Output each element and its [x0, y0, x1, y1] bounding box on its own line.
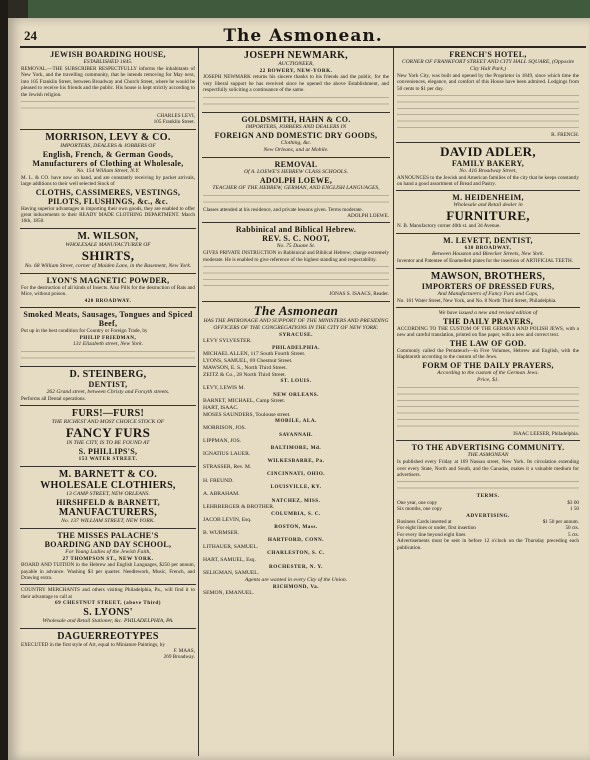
agent-city: BALTIMORE, Md. [270, 444, 322, 451]
agent-city: RICHMOND, Va. [272, 583, 320, 590]
ad-subtitle: FAMILY BAKERY, [451, 158, 525, 168]
ad-steinberg-dentist [20, 367, 196, 406]
agent-city: CHARLESTON, S. C. [267, 550, 325, 557]
ad-subtitle: THE RICHEST AND MOST CHOICE STOCK OF [51, 419, 165, 426]
ad-body: New York City, was built and opened by the Proprietor in 1849, since which time the conveniences, elegance, and comfort of this House have been admired. Lodgings from 50 cents to $1 per day. [397, 73, 579, 92]
price-value: $3 00 [567, 499, 579, 506]
ad-body: ANNOUNCES to the Jewish and American families of the city that he keeps constantly on hand a good assortment of Bread and Pastry. [397, 174, 579, 188]
agent-name: LEVY, LEWIS M. [203, 384, 245, 391]
column-left [20, 48, 196, 756]
ad-signature: ADOLPH LOEWE. [347, 213, 389, 220]
agent-city: COLUMBIA, S. C. [271, 510, 321, 517]
ad-role: DENTIST, [88, 379, 128, 389]
ad-address: 13 CAMP STREET, NEW ORLEANS. [66, 490, 150, 497]
ad-title: GOLDSMITH, HAHN & CO. [241, 114, 351, 124]
column-right [396, 48, 580, 756]
ad-body: JOSEPH NEWMARK returns his sincere thanks to his friends and the public, for the very liberal support he has received since he opened the above Establishment, and respectfully soliciting a continuance of the same. [203, 74, 389, 94]
ad-address: 105 Franklin Street. [153, 119, 195, 126]
ad-intro: We have issued a new and revised edition of [438, 310, 538, 317]
ad-body: IN THE CITY, IS TO BE FOUND AT [66, 440, 150, 447]
newspaper-page [8, 18, 590, 760]
price-label: Six months, one copy [397, 506, 442, 513]
agent-name: HART, SAMUEL, Esq. [203, 556, 256, 563]
ad-main: BOARDING AND DAY SCHOOL, [44, 539, 172, 549]
agent-city: SYRACUSE. [279, 331, 313, 338]
agent-name: SELIGMAN, SAMUEL. [203, 570, 260, 577]
ad-mawson-brothers [396, 269, 580, 308]
agent-city: HARTFORD, CONN. [267, 537, 325, 544]
price-value: 1 50 [569, 506, 579, 513]
ad-daguerreotypes [20, 629, 196, 664]
ad-goods: CLOTHS, CASSIMERES, VESTINGS, PILOTS, FLUSHINGS, &c., &c. [35, 187, 181, 206]
ad-title: FRENCH'S HOTEL, [449, 50, 527, 59]
price-label: Business Cards inserted at [397, 518, 452, 525]
agent-name: BARNET, MICHAEL, Camp Street. [203, 398, 286, 405]
ad-title: HIRSHFELD & BARNETT, [56, 497, 160, 507]
agent-name: ZEITZ & Co., 28 North Third Street. [203, 371, 287, 378]
ad-role: AUCTIONEER, [278, 61, 314, 67]
ad-role: TEACHER OF THE HEBREW, GERMAN, AND ENGLISH LANGUAGES, [212, 184, 380, 191]
ad-address: 153 WATER STREET. [78, 456, 138, 463]
price-value: $1 50 per annum. [542, 518, 579, 525]
price-value: 50 cts. [565, 525, 579, 532]
ad-main: WHOLESALE CLOTHIERS, [40, 479, 176, 491]
ad-body: Is published every Friday at 169 Nassau street, New York. Its circulation extending over every State, North and South, and the Canadas, makes it a valuable medium for advertisers. [397, 459, 579, 478]
page-number: 24 [24, 28, 37, 43]
ad-subtitle: According to the custom of the German Jews. [437, 369, 539, 376]
ad-address: 69 CHESTNUT STREET, (above Third) [54, 600, 161, 607]
ad-body: Commonly called the Pentateuch—in Five Volumes, Hebrew and English, with the Haphtaroth according to the custom of the Jews. [397, 347, 579, 361]
ad-address: No. 137 WILLIAM STREET, NEW YORK. [61, 517, 155, 524]
ad-daily-prayers [396, 308, 580, 441]
agent-city: LOUISVILLE, KY. [270, 484, 322, 491]
ad-boarding-house [20, 48, 196, 130]
ad-subtitle: THE ASMONEAN [467, 452, 509, 459]
ad-title: MORRISON, LEVY & CO. [45, 131, 171, 143]
price-label: For every line beyond eight lines [397, 531, 466, 538]
ad-title: THE MISSES PALACHE'S [57, 530, 159, 540]
agent-name: MORRISON, JOS. [203, 424, 247, 431]
ad-address: 27 THOMPSON ST., NEW YORK. [62, 555, 154, 562]
agent-city: NATCHEZ, MISS. [271, 497, 321, 504]
ad-name: S. LYONS' [83, 606, 133, 618]
text-lines [397, 385, 579, 430]
ad-price: Price, $1. [477, 376, 499, 383]
ad-title: D. STEINBERG, [69, 368, 147, 380]
ad-address: No. 161 Water Street, New York, and No. 8 North Third Street, Philadelphia. [397, 297, 557, 304]
ad-title: Smoked Meats, Sausages, Tongues and Spiced Beef, [23, 310, 193, 329]
price-label: For eight lines or under, first insertion [397, 525, 476, 532]
ad-name: ADOLPH LOEWE, [259, 175, 333, 185]
ad-line: English, French, & German Goods, [42, 149, 174, 159]
ad-body: Classes attended at his residence, and private lessons given. Terms moderate. [203, 206, 363, 213]
ad-name: REV. S. C. NOOT, [262, 234, 330, 244]
agent-city: WILKESBARRE, Pa. [267, 458, 325, 465]
ad-subtitle: ESTABLISHED 1845. [83, 59, 133, 65]
ad-body: Performs all Dental operations. [21, 395, 86, 402]
ad-magnetic-powder [20, 274, 196, 308]
ad-title: JEWISH BOARDING HOUSE, [50, 50, 166, 59]
column-rule [393, 48, 394, 756]
ad-subtitle: Between Houston and Bleecker Streets, New York. [431, 251, 545, 258]
ad-subtitle: For Young Ladies of the Jewish Faith, [65, 548, 151, 555]
agents-list [202, 302, 390, 600]
agent-city: ROCHESTER, N. Y. [269, 563, 323, 570]
price-label: One year, one copy [397, 499, 438, 506]
ad-subtitle: IMPORTERS, DEALERS & JOBBERS OF [60, 142, 156, 149]
ad-frenchs-hotel [396, 48, 580, 143]
agent-name: MOSES SAUNDERS, Toulouse street. [203, 411, 291, 418]
ad-body: Inventor and Patentee of Enamelled plates for the insertion of ARTIFICIAL TEETH. [397, 258, 574, 265]
ad-address: N. B. Manufactory corner 40th st. and 3d Avenue. [397, 223, 501, 230]
ad-signature: ISAAC LEESER, Philadelphia. [513, 430, 579, 437]
ad-note: Advertisements must be sent in before 12 o'clock on the Thursday preceding each publication. [397, 538, 579, 551]
ad-signature: CHARLES LEVI, [156, 113, 195, 120]
ad-address: 22 BOWERY, NEW-YORK. [259, 68, 333, 74]
agent-city: PHILADELPHIA. [272, 344, 320, 351]
ad-wilson-shirts [20, 229, 196, 274]
agents-note: Agents are wanted in every City of the Union. [244, 576, 348, 583]
ad-name: PHILIP FRIEDMAN, [79, 334, 137, 341]
ad-newmark-auctioneer [202, 48, 390, 113]
ad-main: FANCY FURS [65, 425, 151, 441]
book-spine [0, 0, 8, 760]
ad-signature: JONAS S. ISAACS, Reader. [329, 291, 389, 298]
ad-address: 269 Broadway. [163, 654, 195, 661]
ad-subtitle: WHOLESALE MANUFACTURER OF [65, 241, 151, 248]
ad-title: M. BARNETT & CO. [58, 468, 158, 480]
page-header [20, 28, 586, 48]
ad-subtitle: Wholesale and Retail dealer in [453, 202, 523, 209]
ad-title: DAVID ADLER, [440, 143, 536, 159]
text-lines [203, 193, 389, 206]
ad-title: M. LEVETT, DENTIST, [443, 235, 533, 245]
text-lines [397, 479, 579, 492]
agent-name: LEHRBERGER & BROTHER. [203, 504, 275, 511]
column-center [202, 48, 390, 756]
advertising-title: ADVERTISING. [466, 512, 510, 519]
ad-title: Rabbinical and Biblical Hebrew. [235, 225, 357, 235]
ad-levett-dentist [396, 234, 580, 269]
agent-city: BOSTON, Mass. [274, 524, 318, 531]
agent-name: SEMON, EMANUEL. [203, 590, 255, 597]
ad-title: TO THE ADVERTISING COMMUNITY. [411, 443, 565, 453]
ad-morrison-levy [20, 130, 196, 229]
ad-title: MAWSON, BROTHERS, [430, 270, 546, 282]
terms-title: TERMS. [476, 493, 500, 500]
agent-name: HART, ISAAC. [203, 404, 239, 411]
ad-address: CORNER OF FRANKFORT STREET AND CITY HALL SQUARE, (Opposite City Hall Park,) [401, 59, 575, 72]
ad-title: THE LAW OF GOD. [449, 338, 527, 348]
ad-subtitle: IMPORTERS, JOBBERS AND DEALERS IN [245, 123, 347, 130]
ad-barnett [20, 467, 196, 529]
agent-name: LEVY SYLVESTER. [203, 338, 252, 345]
ad-subtitle: Wholesale and Retail Stationer, &c. PHILADELPHIA, PA. [42, 617, 174, 624]
agent-name: STRASSER, Rev. M. [203, 464, 252, 471]
ad-body: COUNTRY MERCHANTS and others visiting Philadelphia, Pa., will find it to their advantage to call at [21, 587, 195, 600]
ad-title: DAGUERREOTYPES [57, 630, 159, 642]
agent-name: H. FREUND. [203, 477, 234, 484]
agent-city: NEW ORLEANS. [273, 391, 319, 398]
ad-title: M. HEIDENHEIM, [452, 193, 524, 203]
ad-adler-bakery [396, 143, 580, 192]
ad-body: ACCORDING TO THE CUSTOM OF THE GERMAN AND POLISH JEWS, with a new and careful translation, printed on fine paper, with a new and correct text. [397, 326, 579, 339]
ad-main: MANUFACTURERS, [58, 506, 158, 518]
ad-advertising-community [396, 441, 580, 554]
text-lines [203, 95, 389, 108]
ad-body: EXECUTED in the first style of Art, equal to Miniature Paintings, by [21, 641, 165, 648]
agent-city: CINCINNATI, OHIO. [266, 471, 326, 478]
agent-name: LYONS, SAMUEL, 69 Chestnut Street. [203, 358, 293, 365]
price-value: 5 cts. [568, 531, 579, 538]
column-rule [198, 48, 199, 756]
ad-body: REMOVAL.—THE SUBSCRIBER RESPECTFULLY informs the inhabitants of New York, and the travelling community, that he intends removing for May next, into 105 Franklin Street, between Broadway and Church Street, where he would be pleased to receive his friends and the public. His house is kept strictly according to the Jewish religion. [21, 66, 195, 98]
agent-name: MAWSON, E. S., North Third Street. [203, 364, 287, 371]
ad-main: FURNITURE, [446, 208, 530, 224]
agent-name: LITHAUER, SAMUEL. [203, 543, 259, 550]
ad-title: THE DAILY PRAYERS, [442, 317, 534, 327]
ad-palache-school [20, 529, 196, 586]
masthead-title: The Asmonean. [223, 26, 383, 46]
agent-name: LIPPMAN, JOS. [203, 438, 242, 445]
ad-title: JOSEPH NEWMARK, [244, 50, 348, 61]
ad-body: BOARD AND TUITION in the Hebrew and English Languages, $250 per annum, payable in advance. Washing $3 per quarter. Needlework, Music, French, and Drawing extra. [21, 562, 195, 581]
text-lines [21, 349, 195, 362]
ad-address: No. 416 Broadway Street, [459, 167, 517, 174]
ad-address: 630 BROADWAY, [464, 244, 512, 251]
ad-address: 131 Elizabeth street, New York. [72, 340, 144, 347]
agent-city: SAVANNAH. [279, 431, 313, 438]
ad-title: REMOVAL [274, 159, 318, 169]
text-lines [203, 264, 389, 290]
ad-title: M. WILSON, [77, 230, 139, 242]
ad-rabbinical-hebrew [202, 223, 390, 301]
agent-name: IGNATIUS LAUER. [203, 451, 251, 458]
text-lines [21, 99, 195, 112]
rates-list [397, 519, 579, 538]
ad-address: 420 BROADWAY. [84, 297, 132, 304]
agents-entries [203, 332, 389, 577]
text-lines [397, 93, 579, 131]
ad-signature: R. FRENCH. [551, 132, 579, 139]
ad-address: No. 68 William Street, corner of Maiden Lane, in the Basement, New York. [24, 262, 192, 269]
ad-address: No. 75 Duane St. [276, 243, 316, 250]
ad-name: S. PHILLIPS'S, [78, 447, 138, 457]
asmonean-title: The Asmonean [253, 302, 339, 318]
ad-main: IMPORTERS OF DRESSED FURS, [421, 281, 555, 291]
ad-title: LYON'S MAGNETIC POWDER, [46, 275, 170, 285]
agent-name: JACOB LEVIN, Esq. [203, 517, 252, 524]
ad-line: Manufacturers of Clothing at Wholesale, [32, 158, 184, 168]
agent-name: A. ABRAHAM. [203, 490, 240, 497]
asmonean-subtitle: HAS THE PATRONAGE AND SUPPORT OF THE MINISTERS AND PRESIDING OFFICERS OF THE CONGREGATIONS IN THE CITY OF NEW YORK: [203, 317, 389, 331]
ad-country-merchants [20, 585, 196, 628]
agent-name: MICHAEL ALLEN, 117 South Fourth Street. [203, 351, 306, 358]
ad-subtitle: And Manufacturers of Fancy Furs and Caps, [437, 290, 539, 297]
ad-body: Put up in the best condition for Country or Foreign Trade, by [21, 328, 148, 335]
terms-list [397, 500, 579, 513]
ad-title: FORM OF THE DAILY PRAYERS, [422, 360, 554, 370]
ad-subtitle: Of A. LOEWE'S HEBREW CLASS SCHOOLS. [243, 168, 349, 175]
ad-main: SHIRTS, [81, 247, 135, 263]
ad-body: Having superior advantages in importing their own goods, they are enabled to offer great inducements to their READY MADE CLOTHING DEPARTMENT. March 16th, 1850. [21, 205, 195, 225]
ad-name: F. MAAS, [173, 647, 195, 654]
ad-heidenheim-furniture [396, 191, 580, 233]
agent-name: B. WURMSER. [203, 530, 240, 537]
ad-body: M. L. & CO. have now on hand, and are constantly receiving by packet arrivals, large additions to their well selected Stock of [21, 174, 195, 188]
ad-title: FURS!—FURS! [71, 408, 145, 420]
ad-smoked-meats [20, 308, 196, 367]
ad-address: 262 Grand street, between Christy and Forsyth streets. [46, 388, 170, 395]
ad-body: For the destruction of all kinds of Insects. Also Pills for the destruction of Rats and Mice, without poison. [21, 284, 195, 298]
agent-city: MOBILE, ALA. [275, 418, 317, 425]
ad-line: FOREIGN AND DOMESTIC DRY GOODS, [214, 130, 378, 140]
ad-body: GIVES PRIVATE INSTRUCTION in Rabbinical and Biblical Hebrew; charge extremely moderate. He is enabled to give reference of the highest standing and respectability. [203, 250, 389, 263]
ad-address: No. 154 William Street, N.Y. [76, 167, 140, 174]
ad-loewe-school [202, 158, 390, 224]
ad-address: New Orleans, and at Mobile. [263, 146, 329, 153]
ad-line: Clothing, &c. [280, 139, 312, 146]
ad-goldsmith-hahn [202, 113, 390, 158]
agent-city: ST. LOUIS. [280, 378, 312, 385]
ad-furs [20, 406, 196, 466]
